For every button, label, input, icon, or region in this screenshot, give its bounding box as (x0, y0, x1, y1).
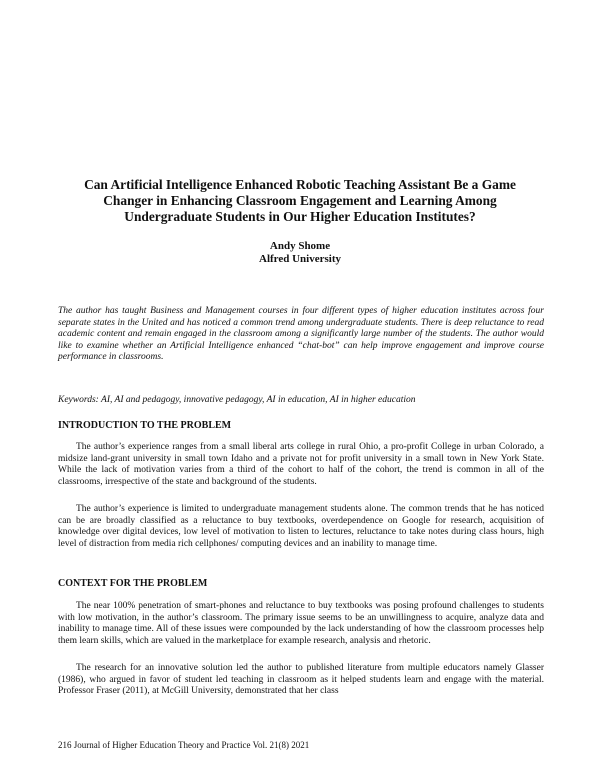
author-affiliation: Alfred University (259, 253, 341, 265)
section-heading-context: CONTEXT FOR THE PROBLEM (58, 578, 208, 589)
paragraph-introduction-1: The author’s experience ranges from a small liberal arts college in rural Ohio, a pro-profit College in urban Colorado, a midsize land-grant university in small town Idaho and a private not for profit university in a small town in New York State. While the lack of motivation varies from a third of the cohort to half of the cohort, the trend is common in all of the classrooms, irrespective of the state and background of the students. (58, 442, 544, 487)
section-heading-introduction: INTRODUCTION TO THE PROBLEM (58, 420, 232, 431)
author-name: Andy Shome (269, 240, 331, 252)
paragraph-introduction-2: The author’s experience is limited to undergraduate management students alone. The common trends that he has noticed can be are broadly classified as a reluctance to buy textbooks, overdependence on Google for research, acquisition of knowledge over digital devices, low level of motivation to listen to lectures, reluctance to take notes during class hours, high level of distraction from media rich cellphones/ computing devices and an inability to manage time. (58, 504, 544, 549)
author-block (0, 240, 600, 266)
paragraph-context-2: The research for an innovative solution led the author to published literature from multiple educators namely Glasser (1986), who argued in favor of student led teaching in classroom as it helped students learn and engage with the material. Professor Fraser (2011), at McGill University, demonstrated that her class (58, 663, 544, 696)
keywords: Keywords: AI, AI and pedagogy, innovative pedagogy, AI in education, AI in higher education (58, 395, 416, 405)
paragraph-context-1: The near 100% penetration of smart-phones and reluctance to buy textbooks was posing profound challenges to students with low motivation, in the author’s classroom. The primary issue seems to be an unwillingness to acquire, analyze data and inability to manage time. All of these issues were compounded by the lack understanding of how the classroom processes help them learn skills, which are valued in the marketplace for example research, analysis and rhetoric. (58, 601, 544, 646)
page-footer: 216 Journal of Higher Education Theory and Practice Vol. 21(8) 2021 (58, 740, 310, 750)
paper-title: Can Artificial Intelligence Enhanced Robotic Teaching Assistant Be a Game Changer in Enhancing Classroom Engagement and Learning Among Undergraduate Students in Our Higher Education Institutes? (84, 177, 516, 224)
abstract: The author has taught Business and Management courses in four different types of higher education institutes across four separate states in the United and has noticed a common trend among undergraduate students. There is deep reluctance to read academic content and remain engaged in the classroom among a significantly large number of the students. The author would like to examine whether an Artificial Intelligence enhanced “chat-bot” can help improve engagement and improve course performance in classrooms. (58, 306, 544, 362)
